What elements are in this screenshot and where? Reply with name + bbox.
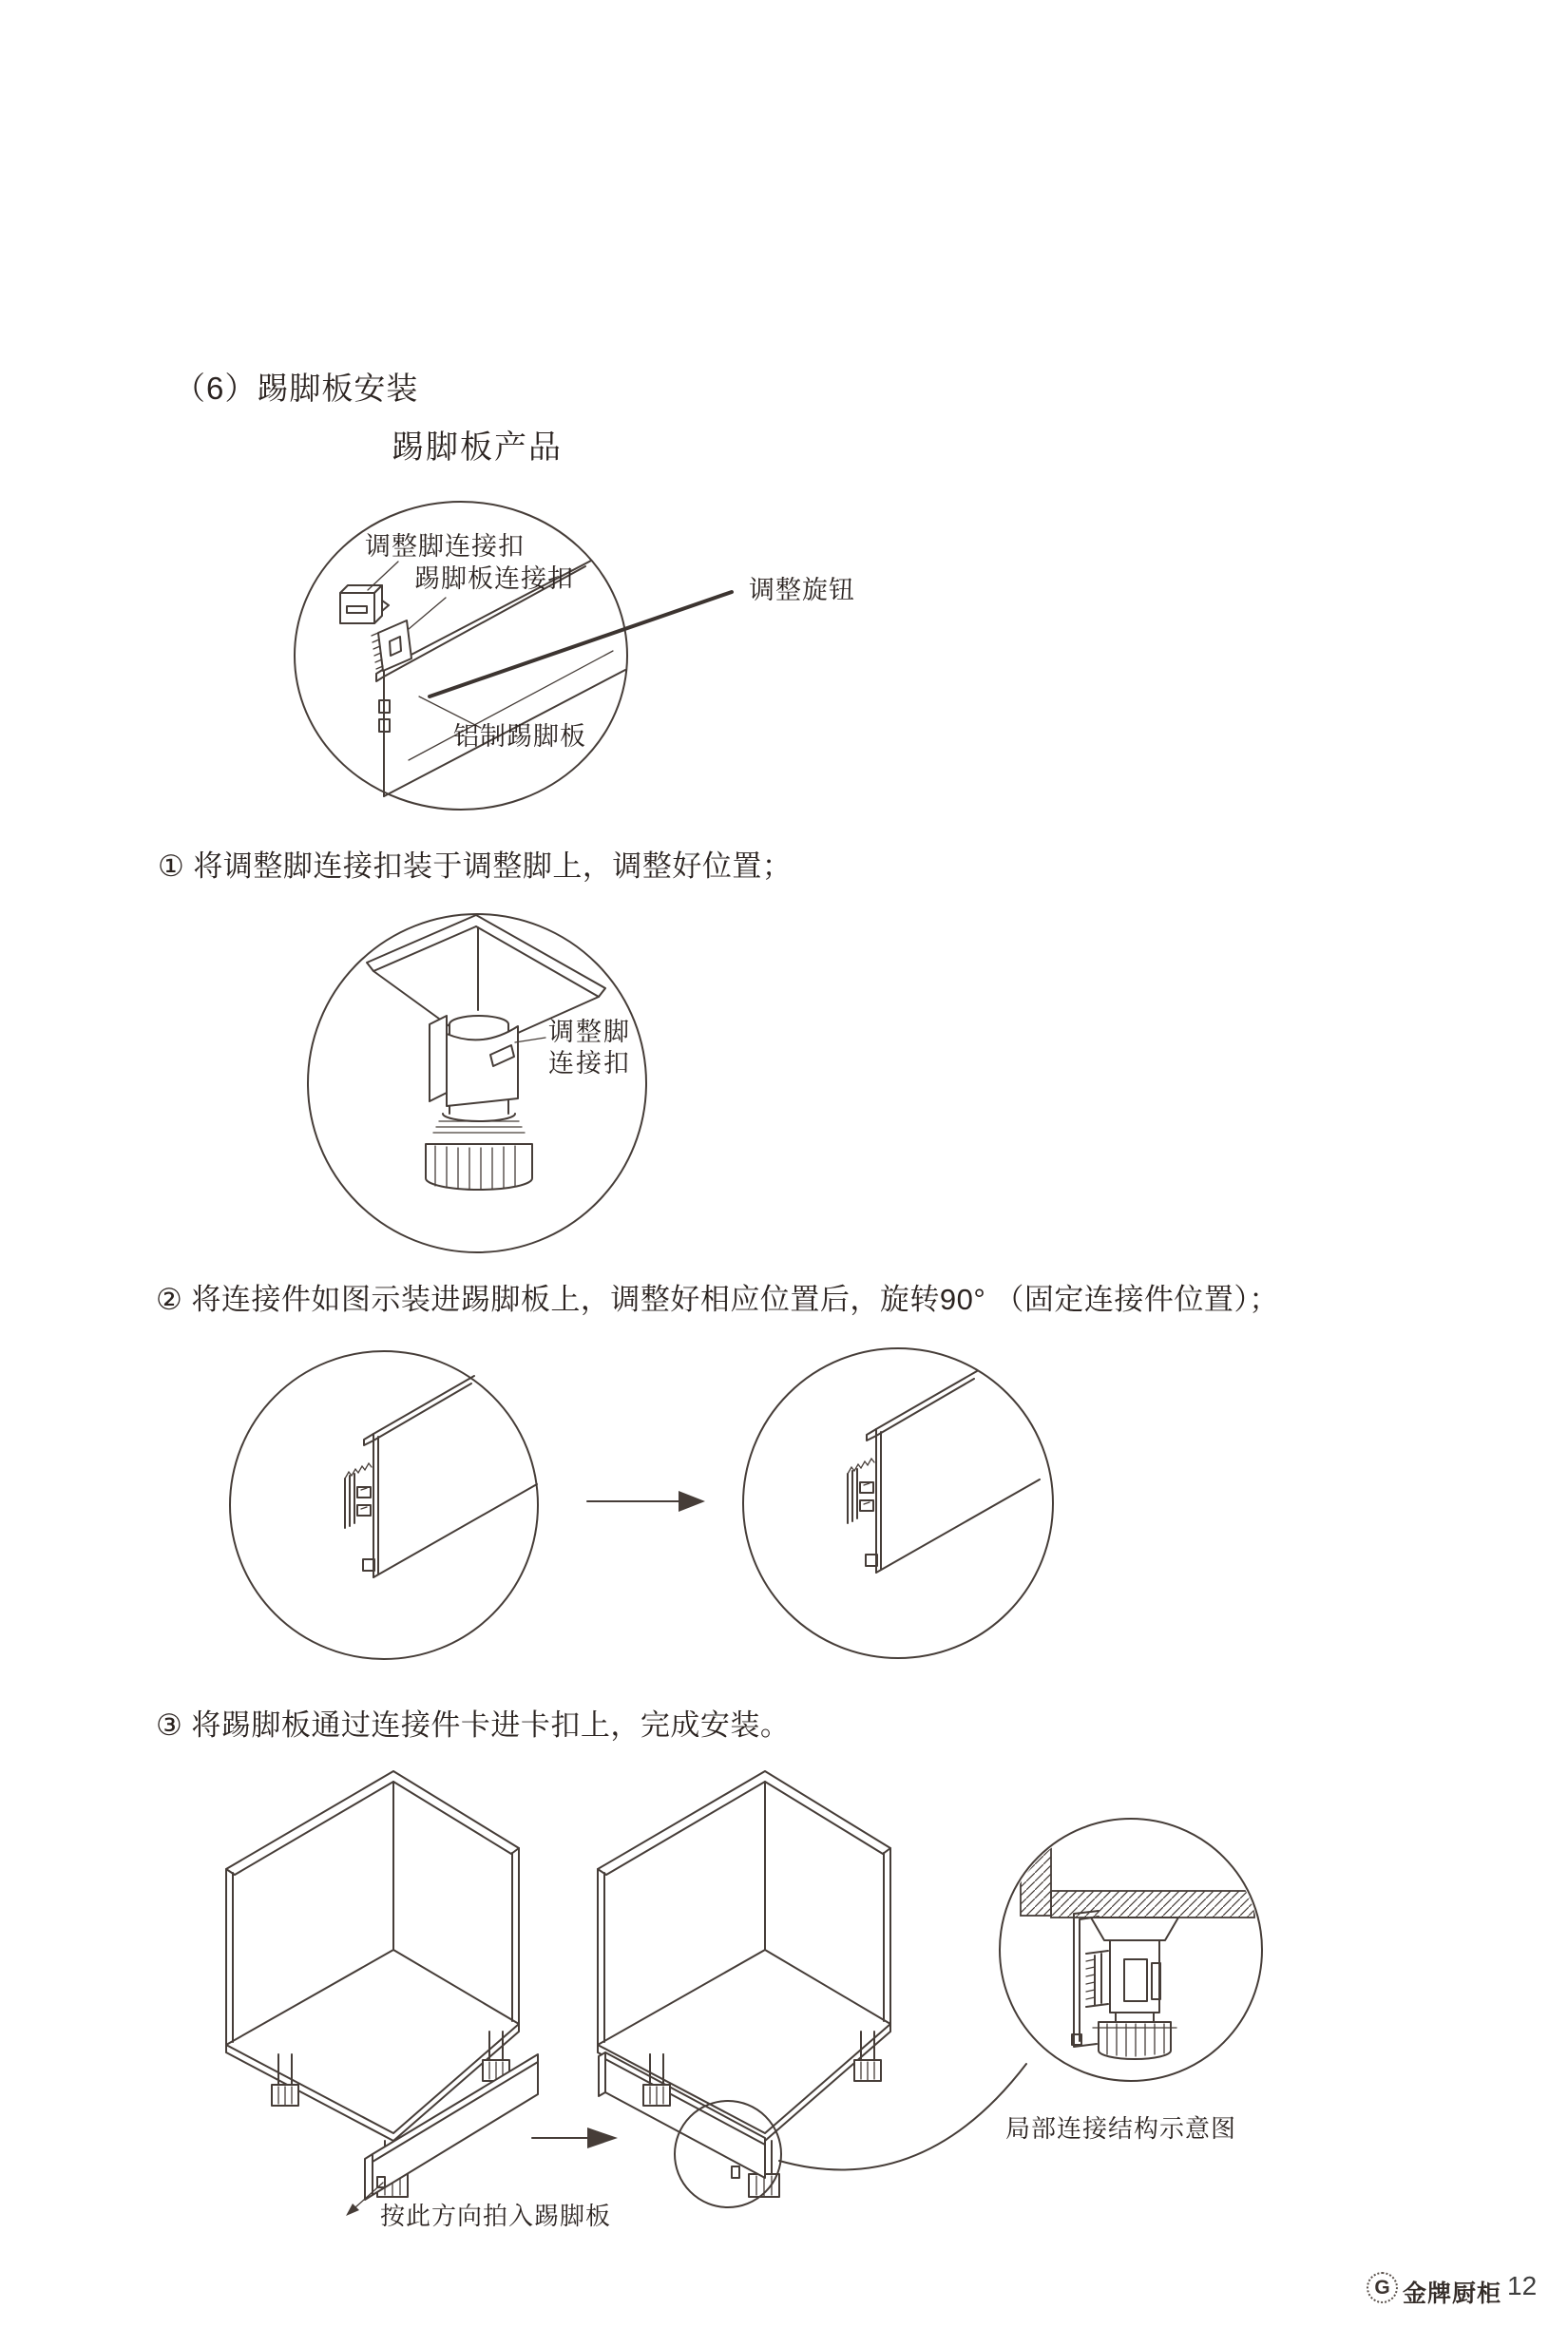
label-kick-plate-clip: 踢脚板连接扣 — [414, 564, 574, 593]
brand-name: 金牌厨柜 — [1403, 2280, 1502, 2307]
brand-logo-letter: G — [1374, 2276, 1390, 2299]
brand-logo-icon — [1367, 2272, 1398, 2303]
section-heading: （6）踢脚板安装 — [174, 371, 419, 406]
label-step1-clip — [548, 1017, 631, 1079]
label-aluminum-kick-plate: 铝制踢脚板 — [453, 722, 586, 751]
step2-diagram-art — [230, 1348, 1053, 1659]
step1-diagram-art — [308, 914, 646, 1252]
label-adjust-knob: 调整旋钮 — [749, 576, 855, 604]
label-push-direction: 按此方向拍入踢脚板 — [380, 2202, 612, 2230]
label-step1-clip-line2: 连接扣 — [548, 1049, 631, 1078]
step3-diagram-art — [226, 1771, 1262, 2216]
step-3-text: ③ 将踢脚板通过连接件卡进卡扣上，完成安装。 — [156, 1708, 791, 1742]
page-number: 12 — [1507, 2271, 1538, 2300]
step-2-text: ② 将连接件如图示装进踢脚板上，调整好相应位置后，旋转90° （固定连接件位置）； — [156, 1283, 1279, 1316]
label-detail-view: 局部连接结构示意图 — [1005, 2114, 1237, 2143]
label-step1-clip-line1: 调整脚 — [548, 1018, 631, 1046]
product-diagram-caption: 踢脚板产品 — [392, 429, 563, 466]
step-1-text: ① 将调整脚连接扣装于调整脚上，调整好位置； — [158, 849, 793, 883]
label-adjust-foot-clip: 调整脚连接扣 — [365, 532, 525, 561]
